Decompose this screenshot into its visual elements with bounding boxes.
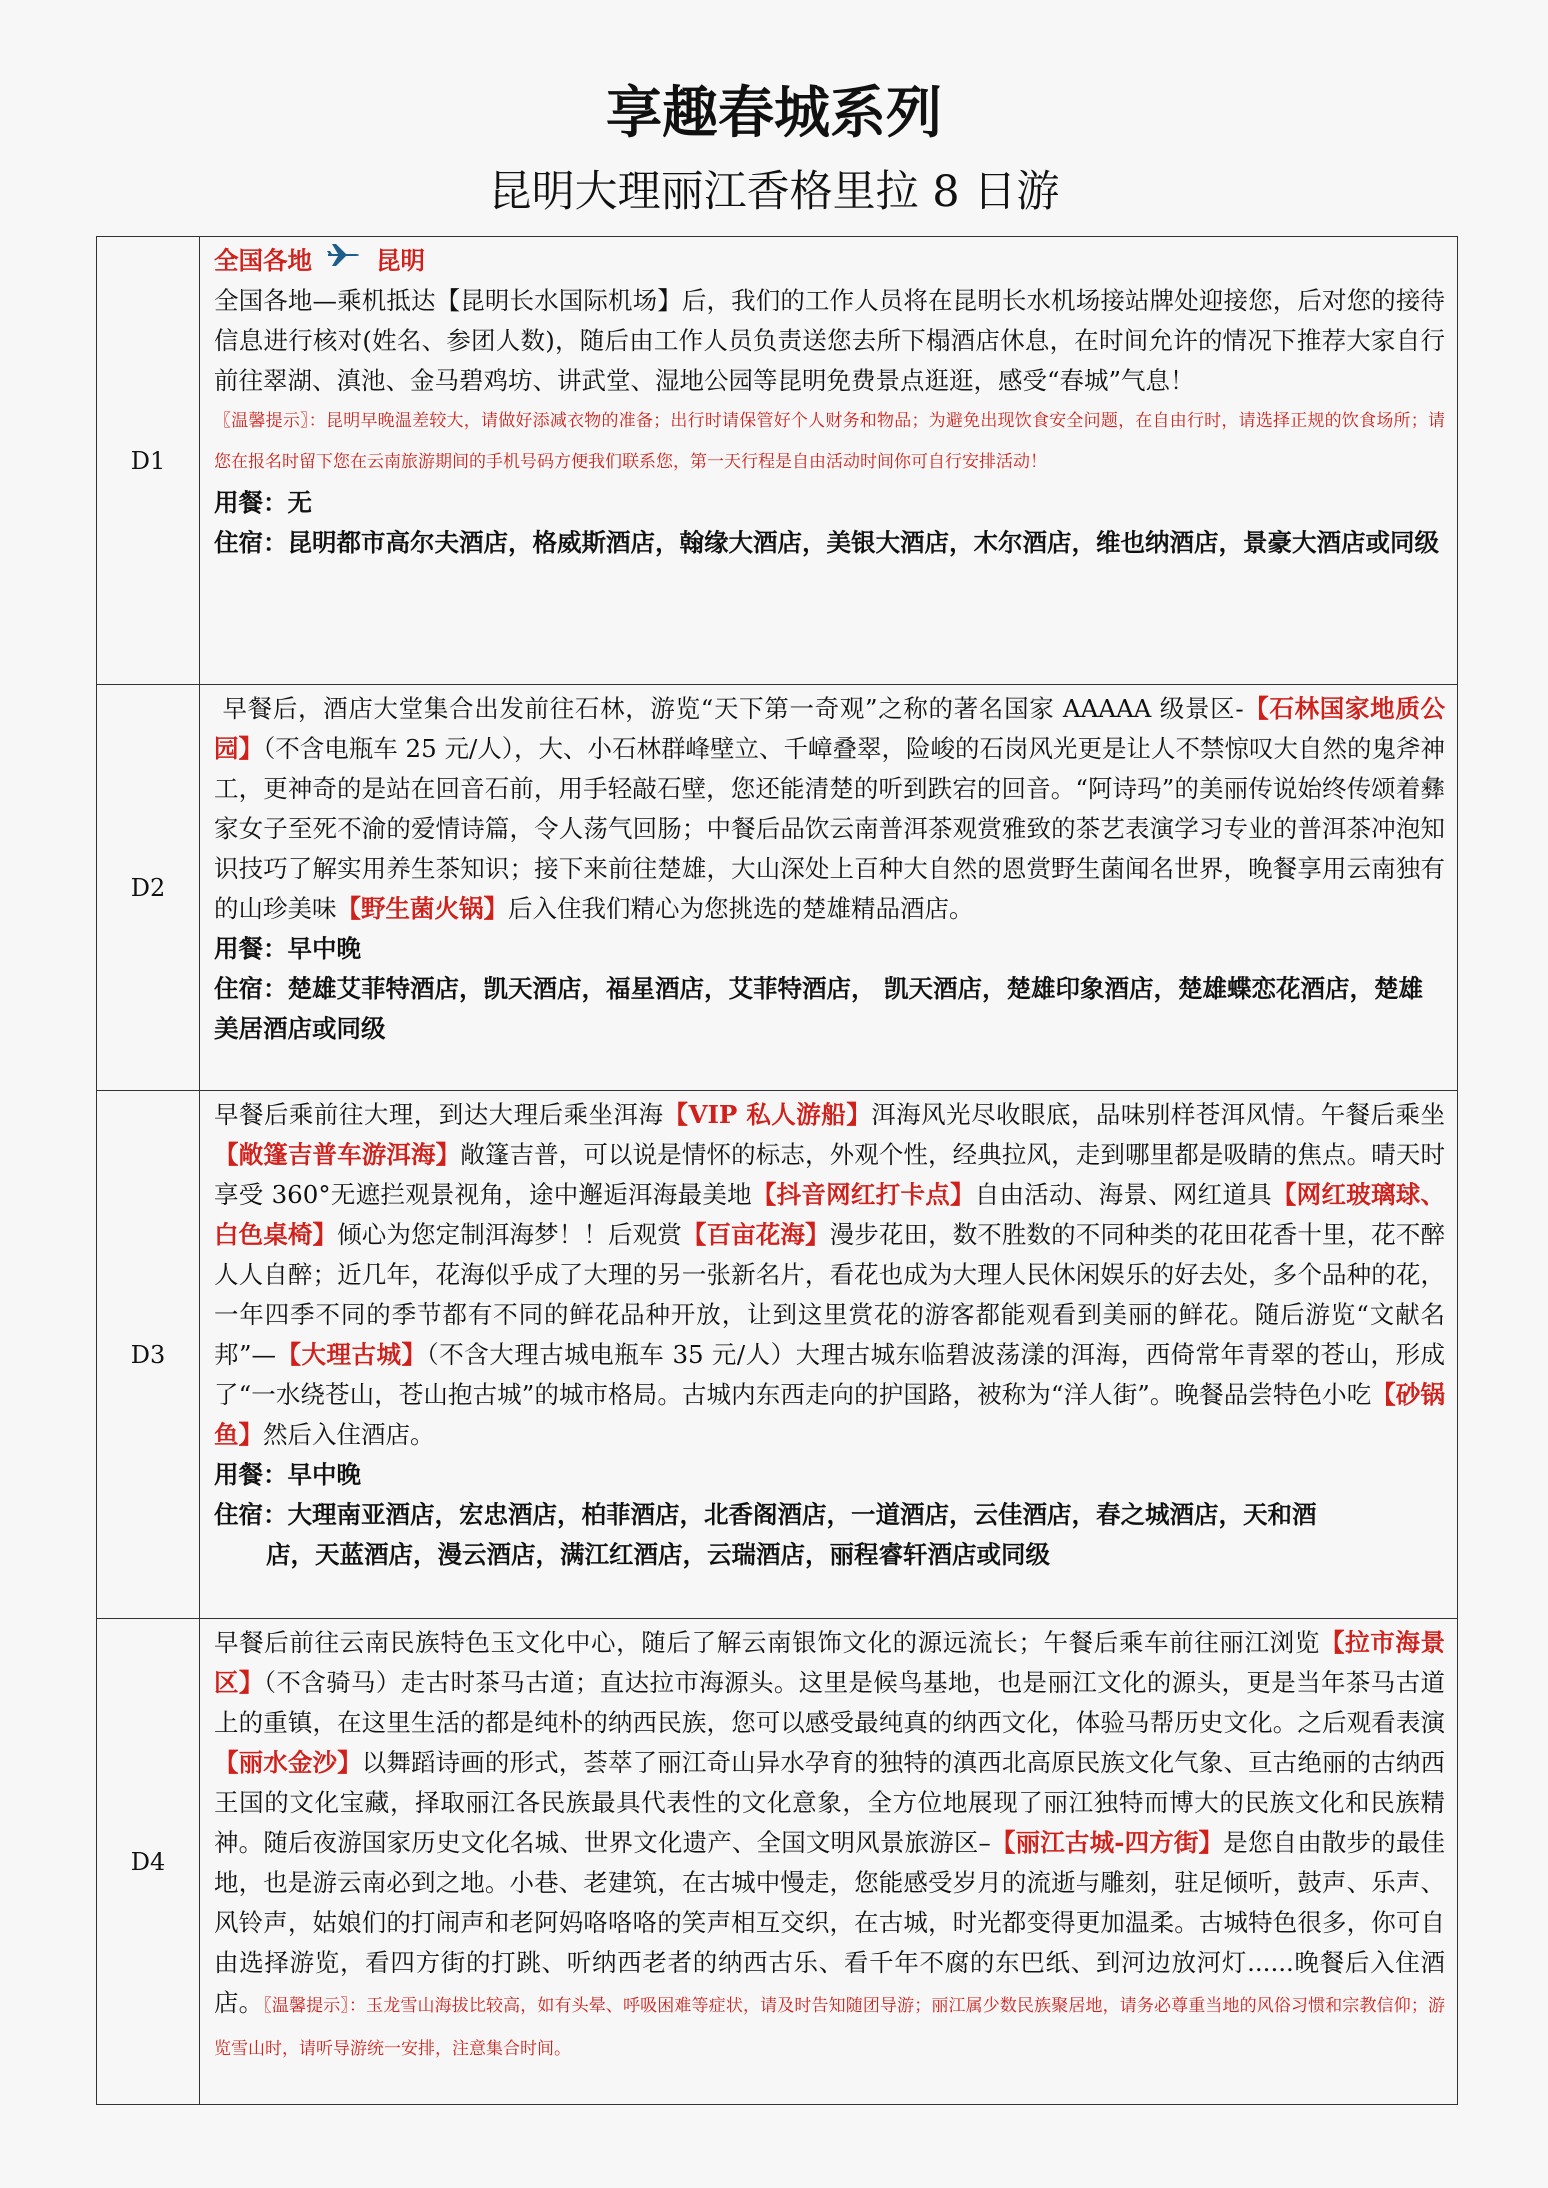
day-description <box>214 1623 1445 2069</box>
meals: 用餐：早中晚 <box>214 1460 361 1489</box>
day-label: D2 <box>97 685 200 1091</box>
text-segment: 早餐后前往云南民族特色玉文化中心，随后了解云南银饰文化的源远流长；午餐后乘车前往丽江浏览 <box>214 1628 1320 1657</box>
plane-icon <box>326 241 362 281</box>
attraction-highlight: 【丽江古城-四方街】 <box>990 1828 1224 1857</box>
attraction-highlight: 【大理古城】 <box>276 1340 427 1369</box>
text-segment: （不含电瓶车 25 元/人），大、小石林群峰壁立、千嶂叠翠，险峻的石岗风光更是让人不禁惊叹大自然的鬼斧神工，更神奇的是站在回音石前，用手轻敲石壁，您还能清楚的听到跌宕的回音。“阿诗玛”的美丽传说始终传颂着彝家女子至死不渝的爱情诗篇，令人荡气回肠；中餐后品饮云南普洱茶观赏雅致的茶艺表演学习专业的普洱茶冲泡知识技巧了解实用养生茶知识；接下来前往楚雄，大山深处上百种大自然的恩赏野生菌闻名世界，晚餐享用云南独有的山珍美味 <box>214 734 1446 923</box>
itinerary-table <box>96 236 1458 2105</box>
attraction-highlight: 【网红玻璃球、白色桌椅】 <box>214 1180 1446 1249</box>
text-segment: （不含大理古城电瓶车 35 元/人）大理古城东临碧波荡漾的洱海，西倚常年青翠的苍山，形成了“一水绕苍山，苍山抱古城”的城市格局。古城内东西走向的护国路，被称为“洋人街”。晚餐品尝特色小吃 <box>214 1340 1446 1409</box>
attraction-highlight: 【石林国家地质公园】 <box>214 694 1445 763</box>
day-description: 全国各地—乘机抵达【昆明长水国际机场】后，我们的工作人员将在昆明长水机场接站牌处迎接您，后对您的接待信息进行核对(姓名、参团人数)，随后由工作人员负责送您去所下榻酒店休息，在时间允许的情况下推荐大家自行前往翠湖、滇池、金马碧鸡坊、讲武堂、湿地公园等昆明免费景点逛逛，感受“春城”气息！ <box>214 286 1445 395</box>
page-subtitle: 昆明大理丽江香格里拉 8 日游 <box>488 167 1060 217</box>
meals: 用餐：早中晚 <box>214 934 361 963</box>
text-segment: 敞篷吉普，可以说是情怀的标志，外观个性，经典拉风，走到哪里都是吸睛的焦点。晴天时享受 360°无遮拦观景视角，途中邂逅洱海最美地 <box>214 1140 1446 1209</box>
day-row-d2 <box>97 685 1458 1091</box>
day-content <box>200 1091 1458 1619</box>
text-segment: 然后入住酒店。 <box>263 1420 435 1449</box>
attraction-highlight: 【百亩花海】 <box>681 1220 830 1249</box>
day-description <box>214 1095 1445 1455</box>
text-segment: 自由活动、海景、网红道具 <box>974 1180 1272 1209</box>
day-label: D4 <box>97 1619 200 2105</box>
attraction-highlight: 【VIP 私人游船】 <box>663 1100 872 1129</box>
attraction-highlight: 【野生菌火锅】 <box>336 894 508 923</box>
text-segment: 漫步花田，数不胜数的不同种类的花田花香十里，花不醉人人自醉；近几年，花海似乎成了大理的另一张新名片，看花也成为大理人民休闲娱乐的好去处，多个品种的花，一年四季不同的季节都有不同的鲜花品种开放，让到这里赏花的游客都能观看到美丽的鲜花。随后游览“文献名邦”— <box>214 1220 1446 1369</box>
attraction-highlight: 【拉市海景区】 <box>214 1628 1445 1697</box>
warm-tip: 〖温馨提示〗：玉龙雪山海拔比较高，如有头晕、呼吸困难等症状，请及时告知随团导游；丽江属少数民族聚居地，请务必尊重当地的风俗习惯和宗教信仰；游览雪山时，请听导游统一安排，注意集合时间。 <box>214 1996 1446 2059</box>
route-from: 全国各地 <box>214 246 312 275</box>
meals: 用餐：无 <box>214 488 312 517</box>
route-to: 昆明 <box>376 246 425 275</box>
day-row-d3 <box>97 1091 1458 1619</box>
attraction-highlight: 【抖音网红打卡点】 <box>751 1180 975 1209</box>
day-label: D3 <box>97 1091 200 1619</box>
text-segment: 以舞蹈诗画的形式，荟萃了丽江奇山异水孕育的独特的滇西北高原民族文化气象、亘古绝丽的古纳西王国的文化宝藏，择取丽江各民族最具代表性的文化意象，全方位地展现了丽江独特而博大的民族文化和民族精神。随后夜游国家历史文化名城、世界文化遗产、全国文明风景旅游区– <box>214 1748 1445 1857</box>
lodging <box>214 1495 1445 1575</box>
text-segment: 后入住我们精心为您挑选的楚雄精品酒店。 <box>508 894 974 923</box>
warm-tip: 〖温馨提示〗：昆明早晚温差较大，请做好添减衣物的准备；出行时请保管好个人财务和物品；为避免出现饮食安全问题，在自由行时，请选择正规的饮食场所；请您在报名时留下您在云南旅游期间的手机号码方便我们联系您，第一天行程是自由活动时间你可自行安排活动！ <box>214 411 1445 472</box>
text-segment: 洱海风光尽收眼底，品味别样苍洱风情。午餐后乘坐 <box>871 1100 1446 1129</box>
text-segment: 早餐后乘前往大理，到达大理后乘坐洱海 <box>214 1100 664 1129</box>
text-segment: 早餐后，酒店大堂集合出发前往石林，游览“天下第一奇观”之称的著名国家 AAAAA 级景区- <box>222 694 1244 723</box>
lodging-line-2: 店，天蓝酒店，漫云酒店，满江红酒店，云瑞酒店，丽程睿轩酒店或同级 <box>266 1540 1050 1569</box>
day-row-d4 <box>97 1619 1458 2105</box>
text-segment: 倾心为您定制洱海梦！！后观赏 <box>337 1220 682 1249</box>
text-segment: 是您自由散步的最佳地，也是游云南必到之地。小巷、老建筑，在古城中慢走，您能感受岁月的流逝与雕刻，驻足倾听，鼓声、乐声、风铃声，姑娘们的打闹声和老阿妈咯咯咯的笑声相互交织，在古城，时光都变得更加温柔。古城特色很多，你可自由选择游览，看四方街的打跳、听纳西老者的纳西古乐、看千年不腐的东巴纸、到河边放河灯......晚餐后入住酒店。 <box>214 1828 1446 2017</box>
day-label: D1 <box>97 237 200 685</box>
route-line <box>214 241 1445 281</box>
day-content <box>200 1619 1458 2105</box>
lodging: 住宿：楚雄艾菲特酒店，凯天酒店，福星酒店，艾菲特酒店， 凯天酒店，楚雄印象酒店，楚雄蝶恋花酒店，楚雄美居酒店或同级 <box>214 974 1424 1043</box>
day-content <box>200 685 1458 1091</box>
day-description <box>214 689 1445 929</box>
lodging-line-1: 住宿：大理南亚酒店，宏忠酒店，柏菲酒店，北香阁酒店，一道酒店，云佳酒店，春之城酒店，天和酒 <box>214 1500 1317 1529</box>
attraction-highlight: 【砂锅鱼】 <box>214 1380 1445 1449</box>
day-content <box>200 237 1458 685</box>
day-row-d1 <box>97 237 1458 685</box>
attraction-highlight: 【敞篷吉普车游洱海】 <box>214 1140 461 1169</box>
attraction-highlight: 【丽水金沙】 <box>214 1748 362 1777</box>
page-title: 享趣春城系列 <box>606 81 942 146</box>
text-segment: （不含骑马）走古时茶马古道；直达拉市海源头。这里是候鸟基地，也是丽江文化的源头，更是当年茶马古道上的重镇，在这里生活的都是纯朴的纳西民族，您可以感受最纯真的纳西文化，体验马帮历史文化。之后观看表演 <box>214 1668 1445 1737</box>
lodging: 住宿：昆明都市高尔夫酒店，格威斯酒店，翰缘大酒店，美银大酒店，木尔酒店，维也纳酒店，景豪大酒店或同级 <box>214 528 1439 557</box>
